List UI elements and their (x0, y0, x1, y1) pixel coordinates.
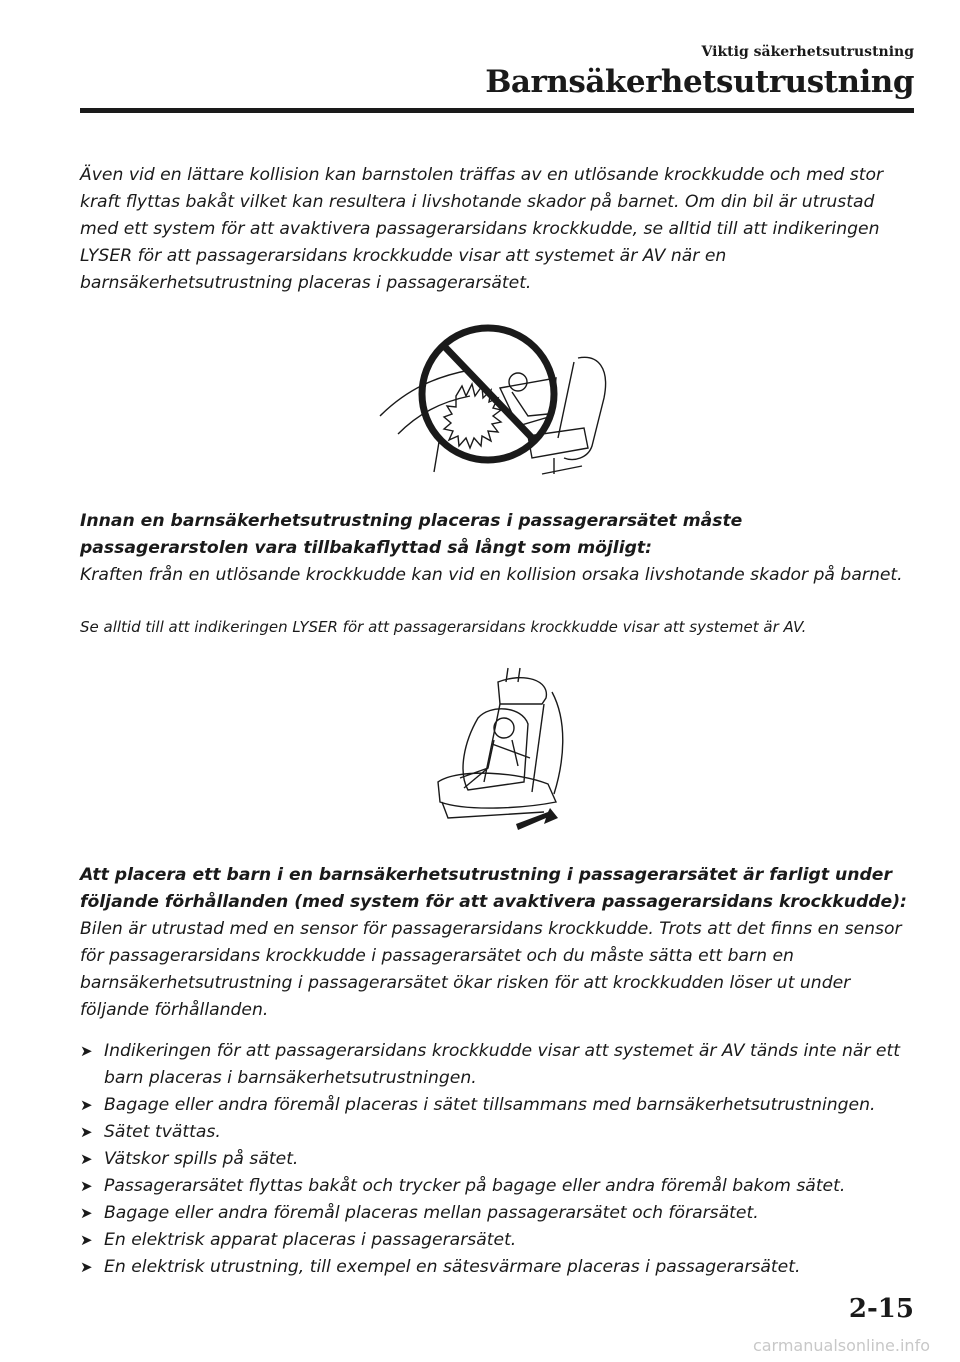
section1-note: Se alltid till att indikeringen LYSER för att passagerarsidans krockkudde visar att systemet är AV. (80, 618, 807, 636)
condition-list (80, 1038, 916, 1281)
header-section: Viktig säkerhetsutrustning (701, 44, 914, 60)
list-item: ➤ En elektrisk utrustning, till exempel en sätesvärmare placeras i passagerarsätet. (80, 1254, 916, 1281)
arrow-bullet-icon: ➤ (80, 1177, 93, 1195)
list-item: ➤ Sätet tvättas. (80, 1119, 916, 1146)
intro-paragraph: Även vid en lättare kollision kan barnstolen träffas av en utlösande krockkudde och med stor kraft flyttas bakåt vilket kan resultera i livshotande skador på barnet. Om din bil är utrustad med ett system för att avaktivera passagerarsidans krockkudde, se alltid till att indikeringen LYSER för att passagerarsidans krockkudde visar att systemet är AV när en barnsäkerhetsutrustning placeras i passagerarsätet. (80, 165, 884, 293)
list-item: ➤ Indikeringen för att passagerarsidans krockkudde visar att systemet är AV tänds inte när ett barn placeras i barnsäkerhetsutrustningen. (80, 1038, 916, 1092)
header-rule (80, 108, 914, 113)
list-item: ➤ En elektrisk apparat placeras i passagerarsätet. (80, 1227, 916, 1254)
list-item: ➤ Bagage eller andra föremål placeras mellan passagerarsätet och förarsätet. (80, 1200, 916, 1227)
section2-heading: Att placera ett barn i en barnsäkerhetsutrustning i passagerarsätet är farligt under följande förhållanden (med system för att avaktivera passagerarsidans krockkudde): (80, 865, 907, 912)
list-item: ➤ Passagerarsätet flyttas bakåt och trycker på bagage eller andra föremål bakom sätet. (80, 1173, 916, 1200)
arrow-bullet-icon: ➤ (80, 1123, 93, 1141)
section1-heading: Innan en barnsäkerhetsutrustning placeras i passagerarsätet måste passagerarstolen vara tillbakaflyttad så långt som möjligt: (80, 511, 743, 558)
list-item: ➤ Vätskor spills på sätet. (80, 1146, 916, 1173)
arrow-bullet-icon: ➤ (80, 1096, 93, 1114)
arrow-bullet-icon: ➤ (80, 1150, 93, 1168)
watermark: carmanualsonline.info (752, 1336, 930, 1355)
prohibited-airbag-child-seat-icon (378, 318, 620, 478)
arrow-bullet-icon: ➤ (80, 1204, 93, 1222)
arrow-bullet-icon: ➤ (80, 1231, 93, 1249)
section2-body: Bilen är utrustad med en sensor för passagerarsidans krockkudde. Trots att det finns en sensor för passagerarsidans krockkudde i passagerarsätet och du måste sätta ett barn en barnsäkerhetsutrustning i passagerarsätet ökar risken för att krockkudden löser ut under följande förhållanden. (80, 919, 902, 1020)
page-number: 2-15 (848, 1294, 914, 1324)
page-title: Barnsäkerhetsutrustning (485, 64, 914, 100)
arrow-bullet-icon: ➤ (80, 1258, 93, 1276)
child-seat-moved-back-icon (428, 662, 570, 834)
arrow-bullet-icon: ➤ (80, 1042, 93, 1060)
section1-body: Kraften från en utlösande krockkudde kan vid en kollision orsaka livshotande skador på barnet. (80, 565, 903, 585)
list-item: ➤ Bagage eller andra föremål placeras i sätet tillsammans med barnsäkerhetsutrustningen. (80, 1092, 916, 1119)
